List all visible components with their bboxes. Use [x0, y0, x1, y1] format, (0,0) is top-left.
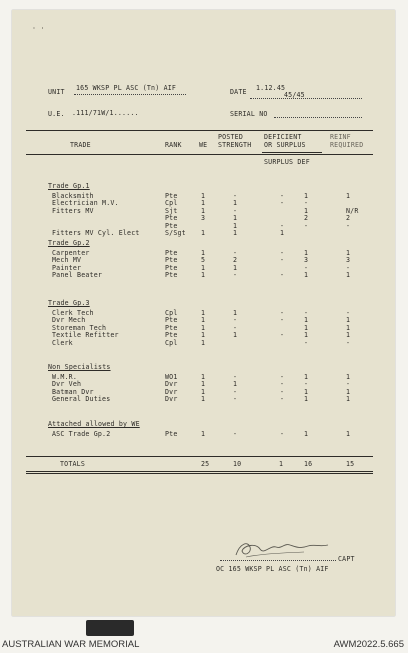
cell-reinf: -: [346, 380, 351, 389]
cell-reinf: 1: [346, 249, 351, 257]
cell-surplus: -: [280, 271, 285, 280]
cell-posted: -: [233, 430, 238, 438]
document-sheet: [12, 10, 395, 616]
cell-def: 1: [304, 323, 309, 332]
cell-trade: ASC Trade Gp.2: [52, 430, 111, 438]
date-value: 1.12.45: [256, 84, 286, 92]
cell-def: -: [304, 380, 309, 389]
footer-institution: AUSTRALIAN WAR MEMORIAL: [2, 639, 140, 650]
cell-reinf: 1: [346, 430, 351, 438]
col-trade: TRADE: [70, 141, 91, 149]
cell-def: 1: [304, 395, 309, 404]
cell-rank: Dvr: [165, 387, 178, 396]
cell-def: -: [304, 309, 309, 317]
footer-bar: [0, 636, 408, 653]
cell-rank: Pte: [165, 316, 178, 325]
cell-reinf: 1: [346, 316, 351, 325]
cell-we: 1: [201, 387, 206, 396]
cell-rank: Pte: [165, 256, 178, 265]
cell-we: 3: [201, 214, 206, 223]
cell-surplus: -: [280, 256, 285, 265]
cell-we: 1: [201, 309, 206, 317]
cell-rank: Dvr: [165, 380, 178, 389]
cell-we: 1: [201, 249, 206, 257]
cell-posted: 1: [233, 199, 238, 208]
cell-rank: WO1: [165, 373, 178, 381]
cell-trade: General Duties: [52, 395, 111, 404]
group-title: Trade Gp.1: [48, 182, 90, 190]
cell-def: 1: [304, 316, 309, 325]
cell-def: 1: [304, 192, 309, 200]
cell-we: 1: [201, 338, 206, 347]
cell-rank: Pte: [165, 214, 178, 223]
cell-def: -: [304, 199, 309, 208]
cell-reinf: 3: [346, 256, 351, 265]
group-title: Attached allowed by WE: [48, 420, 140, 428]
footer-accession: AWM2022.5.665: [333, 639, 404, 650]
cell-def: 1: [304, 430, 309, 438]
cell-surplus: -: [280, 221, 285, 230]
cell-rank: Pte: [165, 271, 178, 280]
cell-posted: -: [233, 323, 238, 332]
surplus-rule: [262, 152, 322, 153]
date-extra: 45/45: [284, 91, 305, 99]
cell-def: 1: [304, 271, 309, 280]
cell-surplus: -: [280, 199, 285, 208]
table-top-rule: [26, 130, 373, 131]
totals-posted: 10: [233, 460, 242, 468]
cell-posted: 1: [233, 221, 238, 230]
cell-trade: Painter: [52, 263, 82, 272]
cell-reinf: -: [346, 309, 351, 317]
cell-reinf: 1: [346, 323, 351, 332]
signature-rank: CAPT: [338, 555, 355, 563]
cell-reinf: 1: [346, 395, 351, 404]
cell-rank: Pte: [165, 221, 178, 230]
cell-surplus: -: [280, 373, 285, 381]
ue-value: .111/71W/1......: [72, 109, 139, 117]
cell-posted: -: [233, 316, 238, 325]
cell-posted: -: [233, 395, 238, 404]
signature-dotted-line: [220, 560, 336, 561]
cell-rank: S/Sgt: [165, 229, 186, 237]
cell-surplus: -: [280, 395, 285, 404]
cell-reinf: -: [346, 263, 351, 272]
cell-rank: Pte: [165, 192, 178, 200]
totals-reinf: 15: [346, 460, 355, 468]
cell-def: 1: [304, 373, 309, 381]
cell-trade: Blacksmith: [52, 192, 94, 200]
cell-def: 2: [304, 214, 309, 223]
totals-def: 16: [304, 460, 313, 468]
unit-label: UNIT: [48, 88, 65, 96]
cell-we: 1: [201, 192, 206, 200]
cell-we: 1: [201, 395, 206, 404]
cell-rank: Pte: [165, 263, 178, 272]
cell-we: 1: [201, 206, 206, 215]
cell-rank: Cpl: [165, 199, 178, 208]
header-bottom-rule: [26, 154, 373, 155]
cell-trade: Dvr Mech: [52, 316, 86, 325]
group-title: Non Specialists: [48, 363, 111, 371]
cell-reinf: 1: [346, 387, 351, 396]
cell-surplus: -: [280, 430, 285, 438]
ue-label: U.E.: [48, 110, 65, 118]
tape-strip: [86, 620, 134, 636]
cell-posted: -: [233, 206, 238, 215]
cell-we: 1: [201, 263, 206, 272]
totals-rule-2: [26, 473, 373, 474]
cell-posted: -: [233, 387, 238, 396]
cell-def: -: [304, 263, 309, 272]
cell-surplus: -: [280, 380, 285, 389]
signature-scrawl-icon: [230, 535, 340, 561]
cell-we: 1: [201, 199, 206, 208]
col-or-surplus: OR SURPLUS: [264, 141, 306, 149]
cell-posted: 2: [233, 256, 238, 265]
cell-trade: Panel Beater: [52, 271, 103, 280]
cell-trade: Dvr Veh: [52, 380, 82, 389]
cell-surplus: -: [280, 249, 285, 257]
cell-we: 1: [201, 229, 206, 237]
totals-top-rule: [26, 456, 373, 457]
cell-trade: Storeman Tech: [52, 323, 107, 332]
cell-rank: Pte: [165, 249, 178, 257]
cell-we: 1: [201, 380, 206, 389]
cell-reinf: 1: [346, 271, 351, 280]
cell-we: 1: [201, 331, 206, 340]
cell-surplus: 1: [280, 229, 285, 237]
cell-we: 1: [201, 373, 206, 381]
cell-trade: Fitters MV Cyl. Elect: [52, 229, 140, 237]
cell-posted: -: [233, 373, 238, 381]
group-title: Trade Gp.3: [48, 299, 90, 307]
cell-def: -: [304, 221, 309, 230]
cell-trade: Batman Dvr: [52, 387, 94, 396]
col-required: REQUIRED: [330, 141, 364, 149]
cell-rank: Sjt: [165, 206, 178, 215]
cell-posted: 1: [233, 380, 238, 389]
unit-dotted-line: [74, 94, 186, 95]
cell-trade: Mech MV: [52, 256, 82, 265]
cell-posted: 1: [233, 263, 238, 272]
cell-def: 1: [304, 249, 309, 257]
cell-we: 1: [201, 323, 206, 332]
cell-reinf: N/R: [346, 206, 359, 215]
cell-we: 1: [201, 316, 206, 325]
cell-rank: Pte: [165, 430, 178, 438]
cell-posted: -: [233, 271, 238, 280]
cell-posted: -: [233, 192, 238, 200]
unit-value: 165 WKSP PL ASC (Tn) AIF: [76, 84, 177, 92]
totals-we: 25: [201, 460, 210, 468]
cell-surplus: -: [280, 387, 285, 396]
cell-trade: W.M.R.: [52, 373, 78, 381]
cell-we: 1: [201, 430, 206, 438]
col-strength: STRENGTH: [218, 141, 252, 149]
cell-reinf: 1: [346, 331, 351, 340]
date-label: DATE: [230, 88, 247, 96]
cell-posted: 1: [233, 331, 238, 340]
col-we: WE: [199, 141, 208, 149]
cell-rank: Cpl: [165, 309, 178, 317]
col-reinf: REINF: [330, 133, 351, 141]
cell-posted: -: [233, 249, 238, 257]
cell-reinf: 1: [346, 192, 351, 200]
cell-def: -: [304, 338, 309, 347]
cell-rank: Dvr: [165, 395, 178, 404]
totals-rule-1: [26, 471, 373, 472]
col-surplus-def: SURPLUS DEF: [264, 158, 310, 166]
cell-reinf: -: [346, 338, 351, 347]
cell-surplus: -: [280, 316, 285, 325]
cell-rank: Pte: [165, 323, 178, 332]
cell-surplus: -: [280, 192, 285, 200]
serial-dotted-line: [274, 117, 362, 118]
cell-reinf: 1: [346, 373, 351, 381]
cell-posted: 1: [233, 229, 238, 237]
totals-surplus: 1: [279, 460, 284, 468]
cell-def: 1: [304, 387, 309, 396]
cell-we: 1: [201, 271, 206, 280]
cell-trade: Fitters MV: [52, 206, 94, 215]
cell-rank: Cpl: [165, 338, 178, 347]
group-title: Trade Gp.2: [48, 239, 90, 247]
cell-def: 3: [304, 256, 309, 265]
cell-trade: Electrician M.V.: [52, 199, 119, 208]
cell-reinf: -: [346, 221, 351, 230]
cell-posted: 1: [233, 214, 238, 223]
cell-trade: Clerk: [52, 338, 73, 347]
cell-reinf: 2: [346, 214, 351, 223]
cell-trade: Carpenter: [52, 249, 90, 257]
cell-def: 1: [304, 206, 309, 215]
cell-posted: 1: [233, 309, 238, 317]
cell-trade: Clerk Tech: [52, 309, 94, 317]
col-rank: RANK: [165, 141, 182, 149]
cell-def: 1: [304, 331, 309, 340]
cell-surplus: -: [280, 331, 285, 340]
date-dotted-line: [250, 98, 362, 99]
cell-surplus: -: [280, 309, 285, 317]
cell-we: 5: [201, 256, 206, 265]
corner-mark: ' ': [32, 26, 45, 34]
totals-label: TOTALS: [60, 460, 86, 468]
col-posted: POSTED: [218, 133, 244, 141]
serial-label: SERIAL NO: [230, 110, 268, 118]
signature-unit: OC 165 WKSP PL ASC (Tn) AIF: [216, 565, 329, 573]
cell-trade: Textile Refitter: [52, 331, 119, 340]
cell-rank: Pte: [165, 331, 178, 340]
col-deficient: DEFICIENT: [264, 133, 302, 141]
